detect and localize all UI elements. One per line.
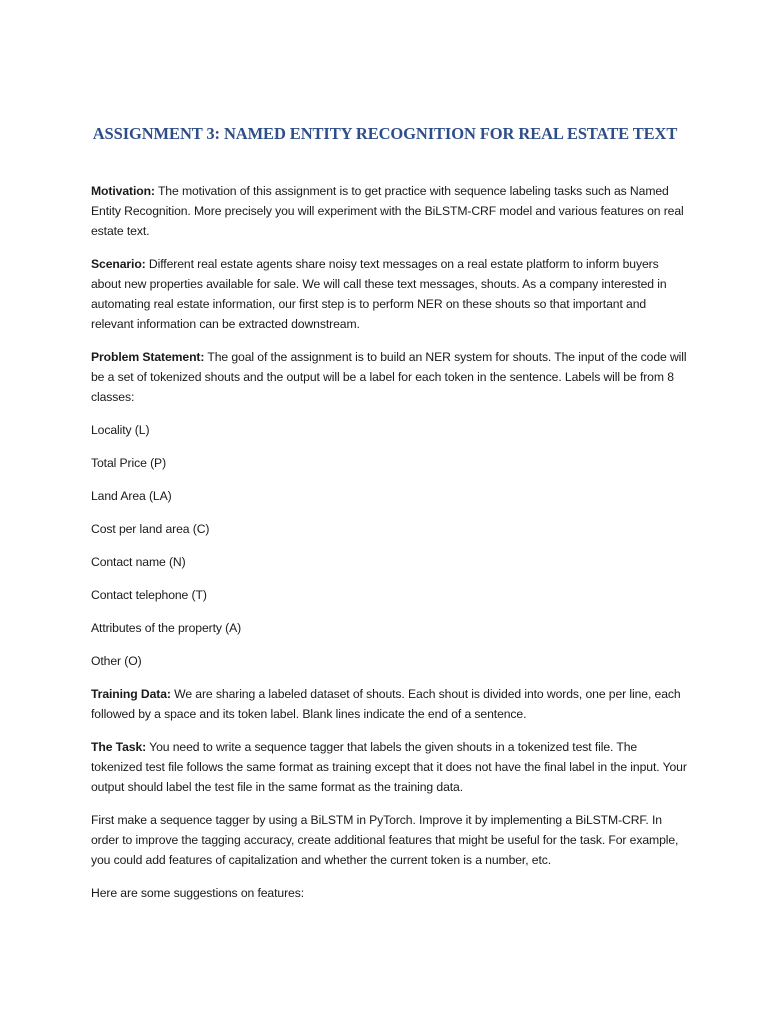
the-task-paragraph <box>91 737 691 797</box>
class-item-contact-name: Contact name (N) <box>91 555 186 569</box>
problem-statement-label: Problem Statement: <box>91 350 205 364</box>
class-item-attributes: Attributes of the property (A) <box>91 621 242 635</box>
scenario-text: Different real estate agents share noisy text messages on a real estate platform to inform buyers about new properties available for sale. We will call these text messages, shouts. As a company interested in automating real estate information, our first step is to perform NER on these shouts so that important and relevant information can be extracted downstream. <box>91 257 667 331</box>
the-task-text: You need to write a sequence tagger that labels the given shouts in a tokenized test file. The tokenized test file follows the same format as training except that it does not have the final label in the input. Your output should label the test file in the same format as the training data. <box>91 740 687 794</box>
document-body <box>91 181 691 916</box>
class-item-total-price: Total Price (P) <box>91 456 167 470</box>
class-item-contact-telephone: Contact telephone (T) <box>91 588 207 602</box>
the-task-label: The Task: <box>91 740 147 754</box>
problem-statement-paragraph <box>91 347 691 407</box>
document-title: ASSIGNMENT 3: NAMED ENTITY RECOGNITION FOR REAL ESTATE TEXT <box>92 124 678 143</box>
motivation-label: Motivation: <box>91 184 155 198</box>
training-data-paragraph <box>91 684 691 724</box>
scenario-paragraph <box>91 254 691 334</box>
motivation-paragraph <box>91 181 691 241</box>
first-step-paragraph: First make a sequence tagger by using a BiLSTM in PyTorch. Improve it by implementing a BiLSTM-CRF. In order to improve the tagging accuracy, create additional features that might be useful for the task. For example, you could add features of capitalization and whether the current token is a number, etc. <box>91 813 679 867</box>
class-item-cost-per-land-area: Cost per land area (C) <box>91 522 210 536</box>
problem-statement-text: The goal of the assignment is to build an NER system for shouts. The input of the code will be a set of tokenized shouts and the output will be a label for each token in the sentence. Labels will be from 8 classes: <box>91 350 687 404</box>
training-data-label: Training Data: <box>91 687 171 701</box>
motivation-text: The motivation of this assignment is to get practice with sequence labeling tasks such as Named Entity Recognition. More precisely you will experiment with the BiLSTM-CRF model and various features on real estate text. <box>91 184 684 238</box>
scenario-label: Scenario: <box>91 257 146 271</box>
class-item-other: Other (O) <box>91 654 142 668</box>
training-data-text: We are sharing a labeled dataset of shouts. Each shout is divided into words, one per line, each followed by a space and its token label. Blank lines indicate the end of a sentence. <box>91 687 681 721</box>
class-item-land-area: Land Area (LA) <box>91 489 172 503</box>
class-item-locality: Locality (L) <box>91 423 150 437</box>
suggestions-intro: Here are some suggestions on features: <box>91 886 304 900</box>
